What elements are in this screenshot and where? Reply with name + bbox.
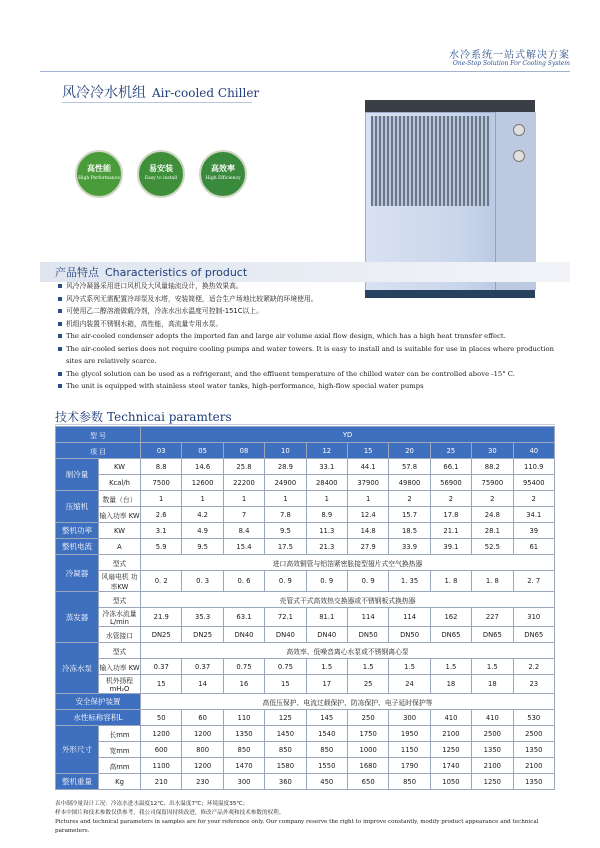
spec-category-cell: 冷凝器 [56, 555, 99, 592]
spec-unit-cell: Kg [99, 774, 141, 790]
pressure-gauge-icon [513, 150, 525, 162]
title-divider [62, 102, 252, 103]
spec-category-cell: 冷冻水泵 [56, 643, 99, 694]
spec-category-cell: 水性标称容积L [56, 710, 141, 726]
spec-value-cell: 1.5 [430, 659, 471, 675]
spec-value-cell: 1350 [223, 726, 264, 742]
spec-value-cell: 2 [430, 491, 471, 507]
spec-value-cell: 24.8 [472, 507, 513, 523]
spec-value-cell: 1 [141, 491, 182, 507]
spec-value-cell: 16 [223, 675, 264, 694]
spec-unit-cell: 型式 [99, 643, 141, 659]
spec-value-cell: 9.5 [265, 523, 306, 539]
spec-value-cell: 1.5 [389, 659, 430, 675]
spec-value-cell: 227 [472, 608, 513, 627]
spec-value-cell: 28.9 [265, 459, 306, 475]
features-list [58, 280, 568, 393]
spec-value-cell: 2. 7 [513, 571, 554, 592]
spec-value-cell: 1470 [223, 758, 264, 774]
spec-unit-cell: Kcal/h [99, 475, 141, 491]
spec-value-cell: 33.9 [389, 539, 430, 555]
spec-value-cell: 1. 35 [389, 571, 430, 592]
spec-value-cell: 50 [141, 710, 182, 726]
spec-category-cell: 整机功率 [56, 523, 99, 539]
spec-value-cell: 75900 [472, 475, 513, 491]
spec-value-cell: 25 [347, 675, 388, 694]
spec-value-cell: 110.9 [513, 459, 554, 475]
spec-value-cell: DN65 [472, 627, 513, 643]
spec-value-cell: 81.1 [306, 608, 347, 627]
spec-value-cell: 0.37 [141, 659, 182, 675]
spec-value-cell: 21.3 [306, 539, 347, 555]
spec-row [56, 675, 555, 694]
spec-value-cell: 310 [513, 608, 554, 627]
spec-value-cell: 17.5 [265, 539, 306, 555]
spec-row [56, 627, 555, 643]
spec-value-cell: 18 [430, 675, 471, 694]
footnote-line: 表中制冷量设计工况：冷冻水进水温度12℃、出水温度7℃；环境温度35℃； [55, 801, 249, 807]
spec-value-cell: 300 [223, 774, 264, 790]
model-label-cell: 型 号 [56, 427, 141, 443]
spec-value-cell: 0. 6 [223, 571, 264, 592]
features-title-en: Characteristics of product [105, 266, 248, 279]
spec-unit-cell: 冷冻水流量 L/min [99, 608, 141, 627]
spec-unit-cell: KW [99, 523, 141, 539]
spec-value-cell: 114 [389, 608, 430, 627]
spec-unit-cell: 机外扬程 mH₂O [99, 675, 141, 694]
spec-value-cell: 1000 [347, 742, 388, 758]
spec-unit-cell: 数量（台） [99, 491, 141, 507]
spec-value-cell: 800 [182, 742, 223, 758]
spec-value-cell: 125 [265, 710, 306, 726]
feature-item: The air-cooled condenser adopts the imported fan and large air volume axial flow design, which has a high heat transfer effect. [58, 330, 568, 343]
spec-value-cell: 11.3 [306, 523, 347, 539]
spec-value-cell: 4.9 [182, 523, 223, 539]
spec-value-cell: 1.5 [306, 659, 347, 675]
spec-row [56, 539, 555, 555]
spec-unit-cell: 水管接口 [99, 627, 141, 643]
spec-value-cell: 1350 [472, 742, 513, 758]
spec-value-cell: 21.1 [430, 523, 471, 539]
badge-label-en: Easy to install [144, 176, 178, 181]
model-cell: 40 [513, 443, 554, 459]
item-label-cell: 项 目 [56, 443, 141, 459]
spec-category-cell: 蒸发器 [56, 592, 99, 643]
spec-category-cell: 整机电流 [56, 539, 99, 555]
model-cell: 03 [141, 443, 182, 459]
spec-row [56, 758, 555, 774]
spec-span-cell: 壳管式干式高效热交换器或不锈钢板式换热器 [141, 592, 555, 608]
spec-value-cell: 35.3 [182, 608, 223, 627]
spec-value-cell: 14.6 [182, 459, 223, 475]
spec-value-cell: 850 [389, 774, 430, 790]
spec-value-cell: 1200 [182, 726, 223, 742]
spec-value-cell: 410 [430, 710, 471, 726]
spec-value-cell: 145 [306, 710, 347, 726]
spec-value-cell: 23 [513, 675, 554, 694]
spec-value-cell: 1950 [389, 726, 430, 742]
spec-row [56, 592, 555, 608]
spec-value-cell: 61 [513, 539, 554, 555]
footnote-line: Pictures and technical parameters in samples are for your reference only. Our company reserve the right to improve constantly, modify product appearance and technical parameters. [55, 819, 539, 834]
spec-row [56, 694, 555, 710]
spec-value-cell: 114 [347, 608, 388, 627]
spec-value-cell: 18 [472, 675, 513, 694]
spec-value-cell: 110 [223, 710, 264, 726]
spec-value-cell: 0.75 [265, 659, 306, 675]
spec-unit-cell: 风扇电机 功率KW [99, 571, 141, 592]
header-slogan-cn: 水冷系统一站式解决方案 [449, 50, 570, 61]
spec-value-cell: 88.2 [472, 459, 513, 475]
spec-value-cell: 300 [389, 710, 430, 726]
model-cell: 20 [389, 443, 430, 459]
spec-span-cell: 高效率、低噪音离心水泵或不锈钢离心泵 [141, 643, 555, 659]
spec-value-cell: 1200 [182, 758, 223, 774]
spec-value-cell: 1 [306, 491, 347, 507]
spec-unit-cell: 型式 [99, 555, 141, 571]
badge-label-cn: 高性能 [87, 164, 111, 173]
spec-value-cell: 650 [347, 774, 388, 790]
spec-value-cell: 7.8 [265, 507, 306, 523]
spec-category-cell: 外形尺寸 [56, 726, 99, 774]
spec-value-cell: 15.4 [223, 539, 264, 555]
badge-label-cn: 易安装 [149, 164, 173, 173]
spec-unit-cell: 长mm [99, 726, 141, 742]
spec-value-cell: 1 [265, 491, 306, 507]
spec-value-cell: 1350 [513, 742, 554, 758]
spec-value-cell: 24 [389, 675, 430, 694]
badge-easy-install [137, 150, 185, 198]
spec-value-cell: 52.5 [472, 539, 513, 555]
spec-value-cell: 250 [347, 710, 388, 726]
spec-value-cell: 60 [182, 710, 223, 726]
spec-value-cell: 0.37 [182, 659, 223, 675]
spec-value-cell: 8.8 [141, 459, 182, 475]
spec-value-cell: 95400 [513, 475, 554, 491]
feature-item: 可使用乙二醇溶液做载冷剂，冷冻水出水温度可控制-151C以上。 [58, 305, 568, 318]
tech-title-en: Technicai paramters [107, 410, 232, 424]
spec-row [56, 507, 555, 523]
spec-value-cell: 56900 [430, 475, 471, 491]
spec-value-cell: 1790 [389, 758, 430, 774]
spec-row [56, 555, 555, 571]
page-title-cn: 风冷冷水机组 [62, 85, 146, 101]
spec-value-cell: 0.75 [223, 659, 264, 675]
spec-value-cell: 1050 [430, 774, 471, 790]
spec-value-cell: 15 [265, 675, 306, 694]
spec-value-cell: 850 [223, 742, 264, 758]
spec-value-cell: 2 [389, 491, 430, 507]
badge-label-cn: 高效率 [211, 164, 235, 173]
spec-value-cell: 25.8 [223, 459, 264, 475]
tech-divider [55, 424, 555, 425]
series-cell: YD [141, 427, 555, 443]
spec-value-cell: 4.2 [182, 507, 223, 523]
spec-value-cell: 1740 [430, 758, 471, 774]
spec-value-cell: 37900 [347, 475, 388, 491]
spec-value-cell: 15.7 [389, 507, 430, 523]
feature-item: The unit is equipped with stainless steel water tanks, high-performance, high-flow special water pumps [58, 380, 568, 393]
spec-value-cell: 162 [430, 608, 471, 627]
spec-value-cell: 8.4 [223, 523, 264, 539]
spec-category-cell: 安全保护装置 [56, 694, 141, 710]
spec-unit-cell: A [99, 539, 141, 555]
spec-value-cell: 12600 [182, 475, 223, 491]
spec-value-cell: 33.1 [306, 459, 347, 475]
spec-row [56, 608, 555, 627]
spec-value-cell: 360 [265, 774, 306, 790]
spec-row [56, 774, 555, 790]
spec-value-cell: 1 [182, 491, 223, 507]
features-title [55, 264, 247, 280]
feature-item: The glycol solution can be used as a refrigerant, and the effluent temperature of the chilled water can be controlled above -15° C. [58, 368, 568, 381]
spec-row [56, 459, 555, 475]
badge-high-performance [75, 150, 123, 198]
spec-value-cell: 2100 [430, 726, 471, 742]
spec-value-cell: 44.1 [347, 459, 388, 475]
spec-row [56, 643, 555, 659]
spec-value-cell: 49800 [389, 475, 430, 491]
spec-category-cell: 制冷量 [56, 459, 99, 491]
spec-value-cell: 1. 8 [430, 571, 471, 592]
spec-value-cell: 2100 [513, 758, 554, 774]
spec-value-cell: 8.9 [306, 507, 347, 523]
spec-row [56, 710, 555, 726]
spec-unit-cell: 输入功率 KW [99, 507, 141, 523]
spec-value-cell: 850 [265, 742, 306, 758]
spec-value-cell: 21.9 [141, 608, 182, 627]
footnote-line: 样本中图片和技术参数仅供参考，我公司保留因持续改进，修改产品外观和技术参数的权利。 [55, 810, 285, 816]
spec-value-cell: 7500 [141, 475, 182, 491]
spec-value-cell: 0. 2 [141, 571, 182, 592]
spec-value-cell: DN40 [265, 627, 306, 643]
spec-value-cell: 15 [141, 675, 182, 694]
spec-value-cell: 2500 [513, 726, 554, 742]
spec-value-cell: 2 [472, 491, 513, 507]
footnotes [55, 800, 565, 836]
badge-high-efficiency [199, 150, 247, 198]
spec-unit-cell: 型式 [99, 592, 141, 608]
header-slogan-en: One-Stop Solution For Cooling System [452, 60, 570, 67]
spec-value-cell: DN25 [182, 627, 223, 643]
spec-value-cell: DN50 [347, 627, 388, 643]
spec-value-cell: 1250 [430, 742, 471, 758]
feature-item: The air-cooled series does not require cooling pumps and water towers. It is easy to install and is suitable for use in places where production sites are relatively scarce. [58, 343, 568, 368]
pressure-gauge-icon [513, 124, 525, 136]
spec-value-cell: 22200 [223, 475, 264, 491]
spec-value-cell: DN25 [141, 627, 182, 643]
model-cell: 08 [223, 443, 264, 459]
spec-unit-cell: 输入功率 KW [99, 659, 141, 675]
spec-value-cell: 1. 8 [472, 571, 513, 592]
chiller-condenser-grill [371, 116, 491, 206]
spec-value-cell: 0. 9 [347, 571, 388, 592]
spec-value-cell: 57.8 [389, 459, 430, 475]
spec-value-cell: 14 [182, 675, 223, 694]
spec-value-cell: 2500 [472, 726, 513, 742]
model-cell: 12 [306, 443, 347, 459]
spec-row [56, 523, 555, 539]
spec-value-cell: 1.5 [472, 659, 513, 675]
spec-value-cell: 12.4 [347, 507, 388, 523]
page-title-en: Air-cooled Chiller [152, 86, 260, 100]
spec-value-cell: 1680 [347, 758, 388, 774]
spec-span-cell: 高低压保护、电流过载保护、防冻保护、电子延时保护等 [141, 694, 555, 710]
page-title [62, 82, 259, 102]
spec-value-cell: 1 [223, 491, 264, 507]
spec-value-cell: 1100 [141, 758, 182, 774]
spec-value-cell: DN40 [223, 627, 264, 643]
spec-row [56, 571, 555, 592]
spec-value-cell: 1.5 [347, 659, 388, 675]
spec-value-cell: 28400 [306, 475, 347, 491]
spec-value-cell: 210 [141, 774, 182, 790]
spec-value-cell: 2.6 [141, 507, 182, 523]
feature-item: 风冷冷凝器采用进口风机及大风量轴流设计，换热效果高。 [58, 280, 568, 293]
spec-row [56, 491, 555, 507]
spec-value-cell: DN65 [513, 627, 554, 643]
spec-value-cell: 1350 [513, 774, 554, 790]
spec-value-cell: 600 [141, 742, 182, 758]
spec-value-cell: 0. 3 [182, 571, 223, 592]
badge-label-en: High Efficiency [205, 176, 241, 181]
feature-badges [75, 150, 275, 220]
spec-value-cell: 2100 [472, 758, 513, 774]
spec-value-cell: 0. 9 [306, 571, 347, 592]
spec-unit-cell: 宽mm [99, 742, 141, 758]
features-title-cn: 产品特点 [55, 266, 99, 279]
spec-row [56, 726, 555, 742]
spec-value-cell: 850 [306, 742, 347, 758]
spec-value-cell: DN50 [389, 627, 430, 643]
model-cell: 15 [347, 443, 388, 459]
spec-value-cell: DN65 [430, 627, 471, 643]
spec-unit-cell: KW [99, 459, 141, 475]
feature-item: 机组内装置不锈钢水箱，高性能，高流量专用水泵。 [58, 318, 568, 331]
spec-value-cell: 28.1 [472, 523, 513, 539]
tech-title [55, 408, 232, 425]
spec-category-cell: 整机重量 [56, 774, 99, 790]
spec-table [55, 426, 555, 790]
spec-value-cell: 17 [306, 675, 347, 694]
model-cell: 05 [182, 443, 223, 459]
spec-row [56, 659, 555, 675]
spec-value-cell: 34.1 [513, 507, 554, 523]
spec-span-cell: 进口高效铜管与铝箔紧密胀接型翅片式空气换热器 [141, 555, 555, 571]
spec-value-cell: 63.1 [223, 608, 264, 627]
model-cell: 10 [265, 443, 306, 459]
spec-value-cell: 1150 [389, 742, 430, 758]
spec-value-cell: 14.8 [347, 523, 388, 539]
spec-value-cell: 72.1 [265, 608, 306, 627]
spec-value-cell: 2 [513, 491, 554, 507]
spec-value-cell: 18.5 [389, 523, 430, 539]
spec-value-cell: 39 [513, 523, 554, 539]
spec-value-cell: 66.1 [430, 459, 471, 475]
spec-row [56, 475, 555, 491]
spec-value-cell: 27.9 [347, 539, 388, 555]
spec-value-cell: 230 [182, 774, 223, 790]
spec-value-cell: 2.2 [513, 659, 554, 675]
tech-title-cn: 技术参数 [55, 410, 104, 424]
spec-category-cell: 压缩机 [56, 491, 99, 523]
badge-label-en: High Performance [78, 176, 120, 181]
spec-value-cell: DN40 [306, 627, 347, 643]
spec-value-cell: 1450 [265, 726, 306, 742]
spec-value-cell: 1750 [347, 726, 388, 742]
spec-value-cell: 39.1 [430, 539, 471, 555]
spec-value-cell: 17.8 [430, 507, 471, 523]
spec-value-cell: 530 [513, 710, 554, 726]
header-divider [40, 71, 570, 72]
spec-value-cell: 9.5 [182, 539, 223, 555]
spec-value-cell: 5.9 [141, 539, 182, 555]
spec-unit-cell: 高mm [99, 758, 141, 774]
spec-value-cell: 0. 9 [265, 571, 306, 592]
model-cell: 25 [430, 443, 471, 459]
spec-value-cell: 24900 [265, 475, 306, 491]
spec-value-cell: 450 [306, 774, 347, 790]
spec-value-cell: 1550 [306, 758, 347, 774]
spec-value-cell: 1250 [472, 774, 513, 790]
spec-value-cell: 1540 [306, 726, 347, 742]
spec-value-cell: 1580 [265, 758, 306, 774]
spec-value-cell: 1200 [141, 726, 182, 742]
spec-row [56, 742, 555, 758]
spec-value-cell: 3.1 [141, 523, 182, 539]
spec-value-cell: 7 [223, 507, 264, 523]
feature-item: 风冷式系列无需配置冷却泵及水塔，安装简便，适合生产场地比较紧缺的环境使用。 [58, 293, 568, 306]
model-cell: 30 [472, 443, 513, 459]
spec-value-cell: 410 [472, 710, 513, 726]
spec-value-cell: 1 [347, 491, 388, 507]
